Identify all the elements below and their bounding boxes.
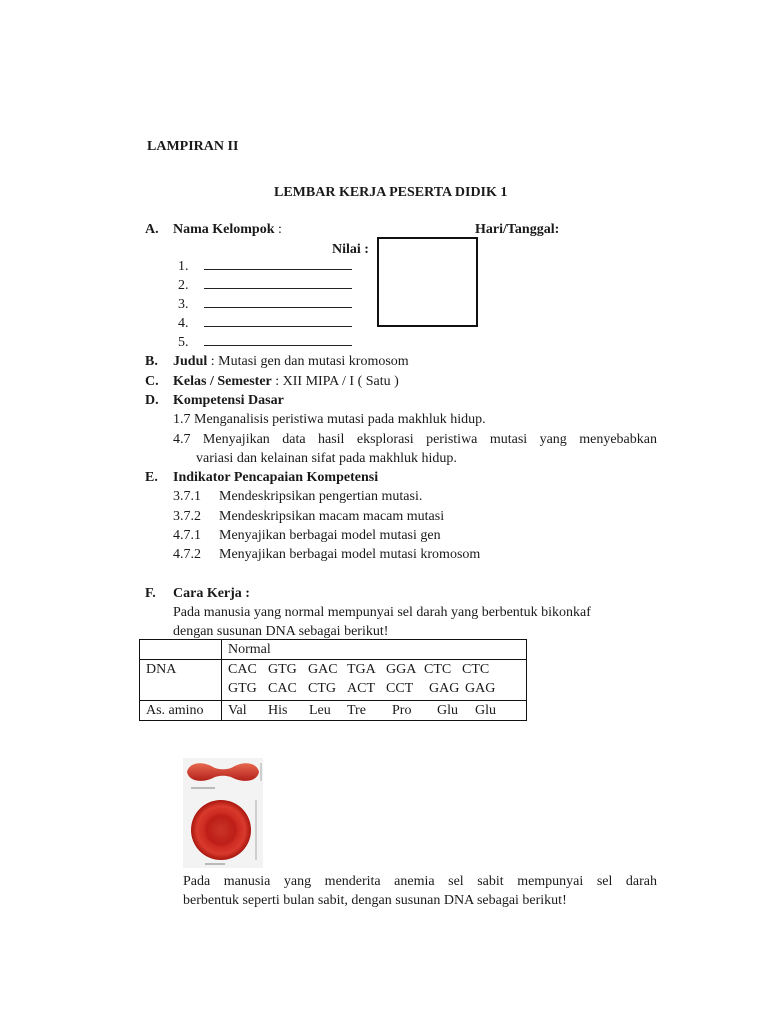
codon: CAC — [268, 681, 297, 696]
member-blank[interactable] — [204, 333, 352, 346]
member-number: 4. — [178, 316, 189, 331]
section-b-letter: B. — [145, 354, 158, 369]
dna-sequence-cell — [222, 660, 527, 701]
indikator-number: 3.7.1 — [173, 489, 201, 504]
section-a-letter: A. — [145, 222, 159, 237]
codon: CTG — [308, 681, 336, 696]
kd-item-2-line-1: 4.7 Menyajikan data hasil eksplorasi peristiwa mutasi yang menyebabkan — [173, 432, 657, 447]
dna-normal-table — [139, 639, 527, 721]
indikator-number: 4.7.1 — [173, 528, 201, 543]
kelas-line — [173, 372, 399, 391]
judul-label: Judul — [173, 354, 208, 369]
table-row — [140, 640, 527, 660]
sickle-line-1: Pada manusia yang menderita anemia sel sabit mempunyai sel darah — [183, 874, 657, 889]
nama-kelompok-line — [173, 220, 282, 239]
member-row-4 — [178, 314, 352, 333]
indikator-text: Menyajikan berbagai model mutasi kromosom — [219, 547, 481, 562]
kelas-label: Kelas / Semester — [173, 374, 272, 389]
page-title: LEMBAR KERJA PESERTA DIDIK 1 — [274, 185, 508, 200]
amino-acid: Val — [228, 703, 247, 718]
kelas-value: : XII MIPA / I ( Satu ) — [271, 374, 399, 389]
kd-item-2-line-2: variasi dan kelainan sifat pada makhluk hidup. — [196, 451, 457, 466]
cara-kerja-heading: Cara Kerja : — [173, 586, 250, 601]
member-blank[interactable] — [204, 276, 352, 289]
rbc-side-view — [187, 763, 259, 781]
codon: GAG — [465, 681, 496, 696]
amino-label: As. amino — [140, 701, 222, 721]
member-row-2 — [178, 276, 352, 295]
member-blank[interactable] — [204, 314, 352, 327]
member-number: 1. — [178, 259, 189, 274]
judul-value: : Mutasi gen dan mutasi kromosom — [207, 354, 409, 369]
codon: GTG — [268, 662, 297, 677]
section-f-letter: F. — [145, 586, 156, 601]
indikator-text: Mendeskripsikan macam macam mutasi — [219, 509, 445, 524]
indikator-number: 3.7.2 — [173, 509, 201, 524]
table-row — [140, 701, 527, 721]
hari-tanggal-label: Hari/Tanggal: — [475, 222, 560, 237]
codon: GGA — [386, 662, 417, 677]
indikator-text: Mendeskripsikan pengertian mutasi. — [219, 489, 423, 504]
section-e-letter: E. — [145, 470, 158, 485]
codon: CTC — [424, 662, 452, 677]
indikator-text: Menyajikan berbagai model mutasi gen — [219, 528, 441, 543]
judul-line — [173, 352, 409, 371]
codon: TGA — [347, 662, 376, 677]
nama-kelompok-label: Nama Kelompok — [173, 222, 275, 237]
table-row — [140, 660, 527, 701]
member-number: 3. — [178, 297, 189, 312]
amino-acid: Pro — [392, 703, 412, 718]
table-cell-empty — [140, 640, 222, 660]
codon: CAC — [228, 662, 257, 677]
table-header-normal: Normal — [222, 640, 527, 660]
indikator-heading: Indikator Pencapaian Kompetensi — [173, 470, 379, 485]
dna-sequence-row-2 — [228, 679, 526, 698]
nama-kelompok-colon: : — [274, 222, 282, 237]
dna-label: DNA — [140, 660, 222, 701]
kompetensi-dasar-heading: Kompetensi Dasar — [173, 393, 284, 408]
member-row-3 — [178, 295, 352, 314]
lampiran-label: LAMPIRAN II — [147, 139, 239, 154]
member-number: 5. — [178, 335, 189, 350]
red-blood-cell-illustration — [183, 758, 263, 868]
nilai-box[interactable] — [377, 237, 478, 327]
kd-item-1: 1.7 Menganalisis peristiwa mutasi pada makhluk hidup. — [173, 412, 486, 427]
codon: GAG — [429, 681, 460, 696]
codon: GAC — [308, 662, 338, 677]
codon: ACT — [347, 681, 375, 696]
section-c-letter: C. — [145, 374, 159, 389]
member-row-5 — [178, 333, 352, 352]
amino-acid: His — [268, 703, 288, 718]
sickle-line-2: berbentuk seperti bulan sabit, dengan susunan DNA sebagai berikut! — [183, 893, 567, 908]
amino-acid: Leu — [309, 703, 331, 718]
amino-acid: Glu — [437, 703, 458, 718]
member-number: 2. — [178, 278, 189, 293]
codon: CCT — [386, 681, 414, 696]
amino-acids-row — [228, 701, 526, 720]
indikator-number: 4.7.2 — [173, 547, 201, 562]
member-blank[interactable] — [204, 295, 352, 308]
red-blood-cell-image — [183, 758, 263, 868]
dna-sequence-row-1 — [228, 660, 526, 679]
amino-acids-cell — [222, 701, 527, 721]
intro-line-2: dengan susunan DNA sebagai berikut! — [173, 624, 389, 639]
amino-acid: Tre — [347, 703, 366, 718]
intro-line-1: Pada manusia yang normal mempunyai sel darah yang berbentuk bikonkaf — [173, 605, 591, 620]
member-row-1 — [178, 257, 352, 276]
amino-acid: Glu — [475, 703, 496, 718]
nilai-label: Nilai : — [332, 242, 369, 257]
codon: CTC — [462, 662, 490, 677]
member-blank[interactable] — [204, 257, 352, 270]
codon: GTG — [228, 681, 257, 696]
section-d-letter: D. — [145, 393, 159, 408]
